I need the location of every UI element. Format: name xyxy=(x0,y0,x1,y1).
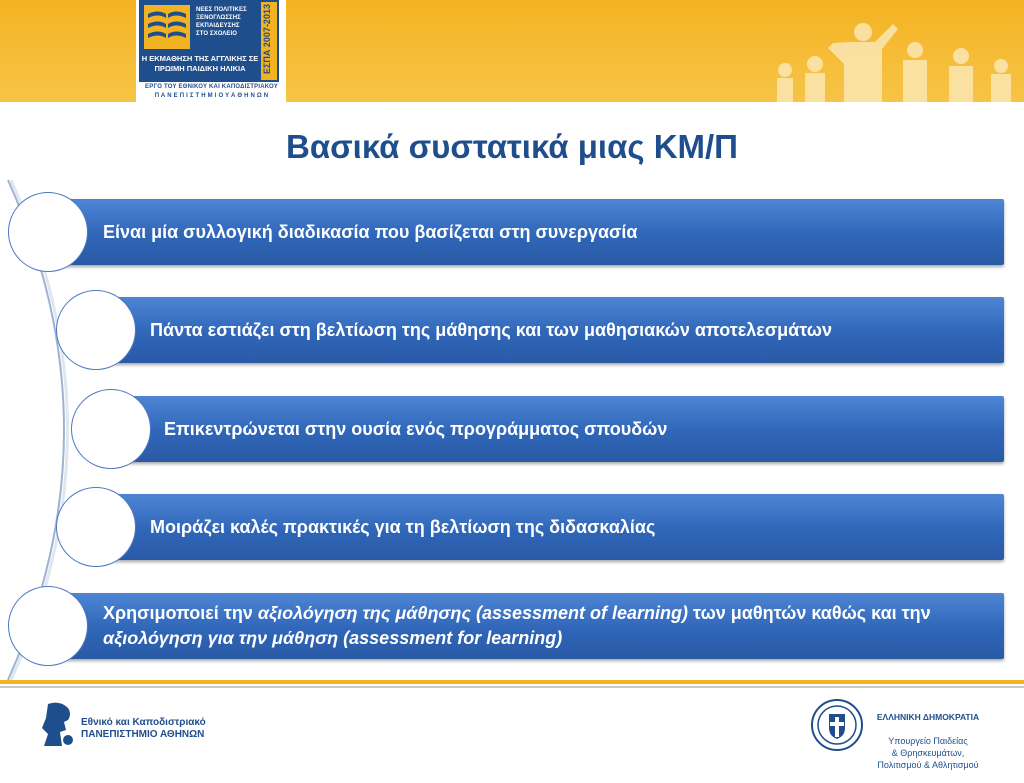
list-item-2 xyxy=(96,297,1004,363)
children-silhouettes-icon xyxy=(765,20,1024,102)
item-5-part-3: των μαθητών καθώς και την xyxy=(688,603,931,623)
list-item-text: Είναι μία συλλογική διαδικασία που βασίζεται στη συνεργασία xyxy=(103,221,638,242)
gov-heading: ΕΛΛΗΝΙΚΗ ΔΗΜΟΚΡΑΤΙΑ xyxy=(876,712,980,722)
list-item-1 xyxy=(48,199,1004,265)
list-item-4 xyxy=(96,494,1004,560)
list-item-text: Πάντα εστιάζει στη βελτίωση της μάθησης και των μαθησιακών αποτελεσμάτων xyxy=(150,319,832,340)
bullet-circle-2 xyxy=(56,290,136,370)
list-item-3 xyxy=(112,396,1004,462)
item-5-part-4: αξιολόγηση για την μάθηση (assessment for learning) xyxy=(103,628,563,648)
logo-project-title: Η ΕΚΜΑΘΗΣΗ ΤΗΣ ΑΓΓΛΙΚΗΣ ΣΕ ΠΡΩΙΜΗ ΠΑΙΔΙΚΗ ΗΛΙΚΙΑ xyxy=(141,54,259,73)
espa-label: ΕΣΠΑ 2007-2013 xyxy=(262,4,272,74)
footer-divider xyxy=(0,680,1024,684)
ministry-name: Υπουργείο Παιδείας & Θρησκευμάτων, Πολιτισμού & Αθλητισμού xyxy=(877,736,979,770)
book-emblem-icon xyxy=(144,5,190,49)
bullet-circle-3 xyxy=(71,389,151,469)
bullet-circle-5 xyxy=(8,586,88,666)
slide-title: Βασικά συστατικά μιας ΚΜ/Π xyxy=(285,128,739,165)
logo-university-caption: ΕΡΓΟ ΤΟΥ ΕΘΝΙΚΟΥ ΚΑΙ ΚΑΠΟΔΙΣΤΡΙΑΚΟΥ Π Α Ν Ε Π Ι Σ Τ Η Μ Ι Ο Υ Α Θ Η Ν Ω Ν xyxy=(145,84,278,99)
greek-republic-seal-icon xyxy=(810,698,864,752)
ministry-block xyxy=(868,699,988,783)
bullet-circle-4 xyxy=(56,487,136,567)
footer-divider-thin xyxy=(0,686,1024,688)
logo-tagline: ΝΕΕΣ ΠΟΛΙΤΙΚΕΣ ΞΕΝΟΓΛΩΣΣΗΣ ΕΚΠΑΙΔΕΥΣΗΣ ΣΤΟ ΣΧΟΛΕΙΟ xyxy=(196,7,247,37)
university-name: Εθνικό και Καποδιστριακό ΠΑΝΕΠΙΣΤΗΜΙΟ ΑΘΗΝΩΝ xyxy=(81,717,206,740)
item-5-part-1: Χρησιμοποιεί την xyxy=(103,603,258,623)
item-5-part-2: αξιολόγηση της μάθησης (assessment of learning) xyxy=(257,603,689,623)
university-athena-icon xyxy=(38,700,76,750)
list-item-text xyxy=(48,593,1004,659)
list-item-text: Μοιράζει καλές πρακτικές για τη βελτίωση της διδασκαλίας xyxy=(150,516,656,537)
list-item-5 xyxy=(48,593,1004,659)
bullet-circle-1 xyxy=(8,192,88,272)
list-item-text: Επικεντρώνεται στην ουσία ενός προγράμματος σπουδών xyxy=(164,418,668,439)
